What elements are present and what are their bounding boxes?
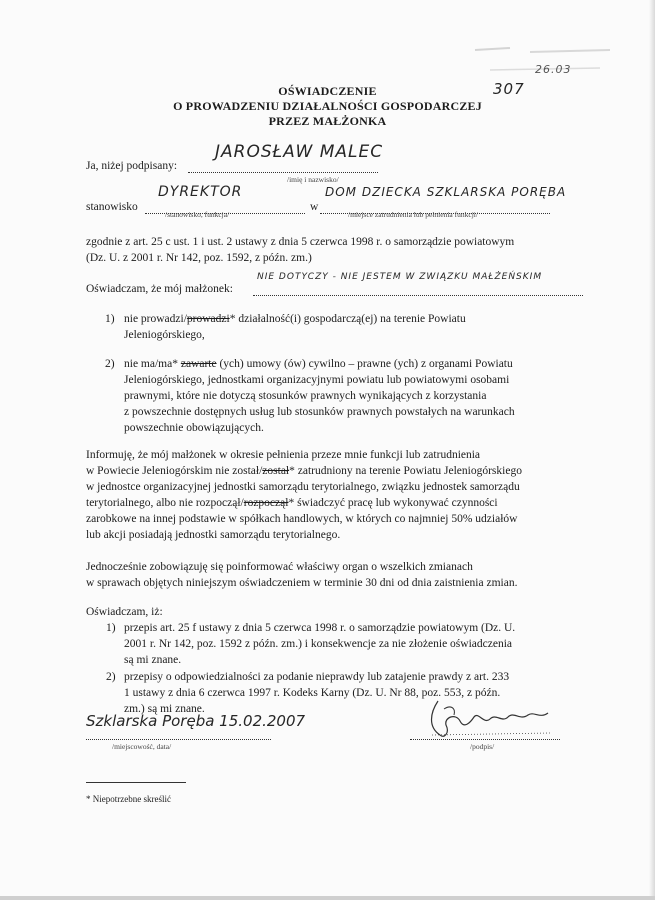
spouse-handwritten-note: NIE DOTYCZY - NIE JESTEM W ZWIĄZKU MAŁŻEŃSKIM [257,272,543,282]
item2-struck: zawarte [180,358,217,370]
item2-number: 2) [105,358,115,370]
declaration-intro: Oświadczam, iż: [86,606,163,618]
commitment-line1: Jednocześnie zobowiązuję się poinformować właściwy organ o wszelkich zmianach [86,561,473,573]
declaration-p1-number: 1) [106,622,116,634]
place-date-line [86,725,271,740]
item1-line1 [124,311,564,327]
scan-edge-shadow [649,0,655,900]
footnote-text: * Niepotrzebne skreślić [86,794,171,804]
inform-line2-struck: został [262,465,290,477]
legal-basis-line2: (Dz. U. z 2001 r. Nr 142, poz. 1592, z późn. zm.) [86,252,312,264]
declaration-p1-line1: przepis art. 25 f ustawy z dnia 5 czerwca 1998 r. o samorządzie powiatowym (Dz. U. [124,622,516,634]
legal-basis-line1: zgodnie z art. 25 c ust. 1 i ust. 2 ustawy z dnia 5 czerwca 1998 r. o samorządzie powiatowym [86,236,515,248]
inform-line4-pre: terytorialnego, albo nie rozpoczął/ [86,497,244,509]
inform-line4-struck: rozpoczął [243,497,289,509]
item1-line2: Jeleniogórskiego, [124,329,205,341]
document-title-line3: PRZEZ MAŁŻONKA [268,114,387,128]
scan-bottom-edge [0,896,655,900]
name-caption: /imię i nazwisko/ [287,175,339,184]
footnote-separator [86,782,186,783]
inform-line2-pre: w Powiecie Jeleniogórskim nie został/ [86,465,263,477]
document-title-line2: O PROWADZENIU DZIAŁALNOŚCI GOSPODARCZEJ [173,99,482,113]
inform-line4 [86,495,646,511]
item1-post: * działalność(i) gospodarczą(ej) na terenie Powiatu [229,313,466,325]
inform-line1: Informuję, że mój małżonek w okresie pełnienia przeze mnie funkcji lub zatrudnienia [86,449,481,461]
workplace-value: DOM DZIECKA SZKLARSKA PORĘBA [325,185,567,199]
inform-line6: lub akcji posiadają jednostki samorządu terytorialnego. [86,529,341,541]
declaration-p2-number: 2) [106,671,116,683]
item2-post: (ych) umowy (ów) cywilno – prawne (ych) z organami Powiatu [219,358,513,370]
document-title-line1: OŚWIADCZENIE [278,84,377,98]
position-value: DYREKTOR [158,184,243,200]
item2-line4: z powszechnie dostępnych usług lub stosunków prawnych powstałych na warunkach [124,406,515,418]
position-caption: /stanowisko, funkcja/ [165,210,230,219]
signatory-label: Ja, niżej podpisany: [86,160,178,172]
position-label: stanowisko [86,201,138,213]
spouse-label: Oświadczam, że mój małżonek: [86,283,233,295]
item2-pre: nie ma/ma* [124,358,178,370]
inform-line4-post: * świadczyć pracę lub wykonywać czynności [288,497,498,509]
inform-line2 [86,463,646,479]
inform-line3: w jednostce organizacyjnej jednostki samorządu terytorialnego, związku jednostek samorządu [86,481,520,493]
item1-number: 1) [105,313,115,325]
declaration-p1-line2: 2001 r. Nr 142, poz. 1592 z późn. zm.) i konsekwencje za nie złożenie oświadczenia [124,638,512,650]
workplace-caption: /miejsce zatrudnienia lub pełnienia funkcji/ [348,210,478,219]
signatory-name: JAROSŁAW MALEC [215,142,384,162]
declaration-p1-line3: są mi znane. [124,654,182,666]
w-label: w [310,201,319,213]
place-date-handwritten: Szklarska Poręba 15.02.2007 [86,712,306,730]
item2-line1 [124,356,644,372]
page-number-handwritten: 307 [493,80,525,98]
inform-line2-post: * zatrudniony na terenie Powiatu Jeleniogórskiego [289,465,522,477]
commitment-line2: w sprawach objętych niniejszym oświadczeniem w terminie 30 dni od dnia zaistnienia zmian. [86,577,518,589]
spouse-field-line [253,281,583,296]
declaration-p2-line1: przepisy o odpowiedzialności za podanie nieprawdy lub zatajenie prawdy z art. 233 [124,671,510,683]
item2-line5: powszechnie obowiązujących. [124,422,264,434]
item1-pre: nie prowadzi/ [124,313,187,325]
item2-line2: Jeleniogórskiego, jednostkami organizacyjnymi powiatu lub powiatowymi osobami [124,374,510,386]
place-date-caption: /miejscowość, data/ [112,742,172,751]
declaration-p2-line2: 1 ustawy z dnia 6 czerwca 1997 r. Kodeks Karny (Dz. U. Nr 88, poz. 553, z późn. [124,687,501,699]
signature-caption: /podpis/ [470,742,495,751]
item2-line3: prawnymi, które nie dotyczą stosunków prawnych wynikających z korzystania [124,390,487,402]
stamp-date: 26.03 [535,63,572,76]
declaration-p2-line3: zm.) są mi znane. [124,703,205,715]
item1-struck: prowadzi [186,313,230,325]
signature-line [410,725,560,740]
inform-line5: zarobkowe na innej podstawie w spółkach handlowych, w których co najmniej 50% udziałów [86,513,518,525]
